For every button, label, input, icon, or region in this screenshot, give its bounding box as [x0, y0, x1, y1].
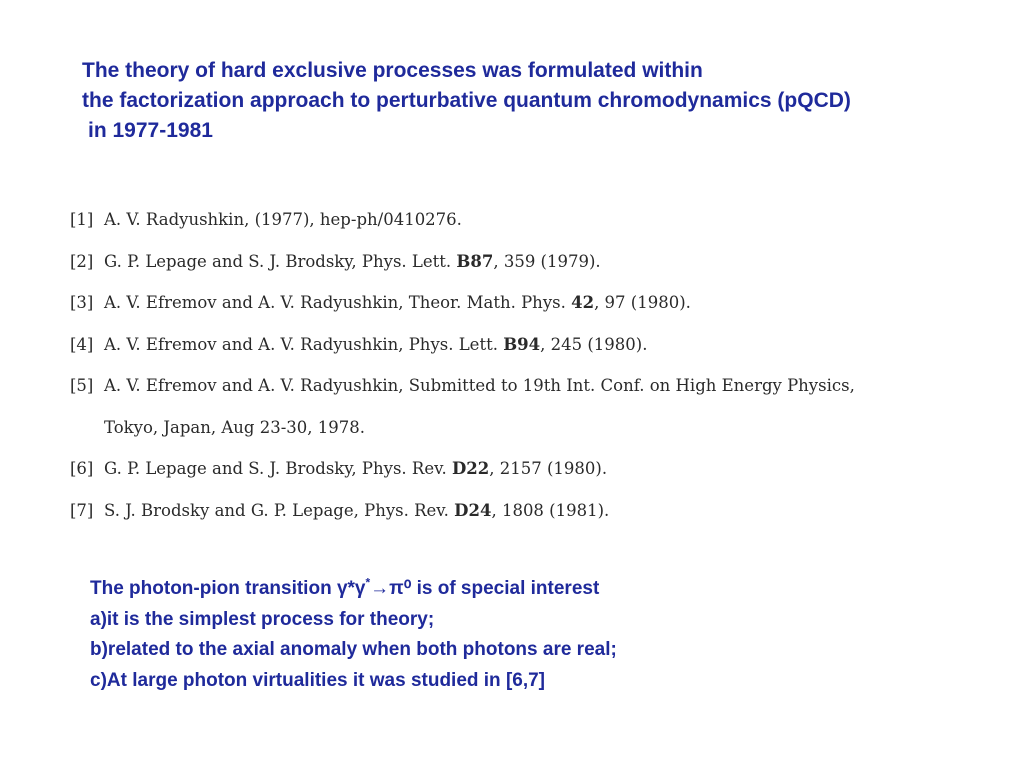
- reference-item: [70, 202, 970, 244]
- reference-list: [70, 202, 970, 534]
- reference-number: [4]: [70, 334, 94, 354]
- reference-number: [6]: [70, 459, 94, 478]
- reference-number: [3]: [70, 293, 94, 312]
- intro-line-1: The theory of hard exclusive processes was formulated within: [82, 59, 703, 82]
- reference-text: Tokyo, Japan, Aug 23-30, 1978.: [104, 417, 366, 437]
- summary-line-3: b)related to the axial anomaly when both photons are real;: [90, 639, 617, 660]
- reference-text: A. V. Efremov and A. V. Radyushkin, Submitted to 19th Int. Conf. on High Energy Physics,: [104, 376, 855, 395]
- intro-line-3: in 1977-1981: [88, 119, 213, 142]
- summary-line-2: a)it is the simplest process for theory;: [90, 608, 435, 630]
- reference-item: [70, 493, 970, 535]
- summary-line-1: The photon-pion transition γ*γ*→π⁰ is of special interest: [90, 575, 600, 599]
- reference-text: S. J. Brodsky and G. P. Lepage, Phys. Rev. D24, 1808 (1981).: [104, 500, 610, 520]
- reference-text: A. V. Efremov and A. V. Radyushkin, Theor. Math. Phys. 42, 97 (1980).: [104, 293, 691, 312]
- reference-item: [70, 327, 970, 369]
- reference-number: [2]: [70, 251, 94, 271]
- reference-number: [5]: [70, 376, 94, 395]
- reference-text: G. P. Lepage and S. J. Brodsky, Phys. Rev. D22, 2157 (1980).: [104, 459, 608, 478]
- reference-item: [70, 285, 970, 327]
- intro-text: [82, 56, 1012, 146]
- summary-text: [90, 574, 990, 696]
- reference-text: A. V. Radyushkin, (1977), hep-ph/0410276.: [104, 210, 462, 229]
- reference-text: A. V. Efremov and A. V. Radyushkin, Phys. Lett. B94, 245 (1980).: [104, 334, 648, 354]
- reference-number: [7]: [70, 500, 94, 520]
- reference-item: [70, 244, 970, 286]
- reference-item: [70, 451, 970, 493]
- intro-line-2: the factorization approach to perturbative quantum chromodynamics (pQCD): [82, 89, 851, 112]
- reference-item: [70, 368, 970, 410]
- reference-text: G. P. Lepage and S. J. Brodsky, Phys. Lett. B87, 359 (1979).: [104, 251, 601, 271]
- reference-continuation: [70, 410, 970, 452]
- summary-line-4: c)At large photon virtualities it was studied in [6,7]: [90, 669, 546, 691]
- reference-number: [1]: [70, 210, 94, 229]
